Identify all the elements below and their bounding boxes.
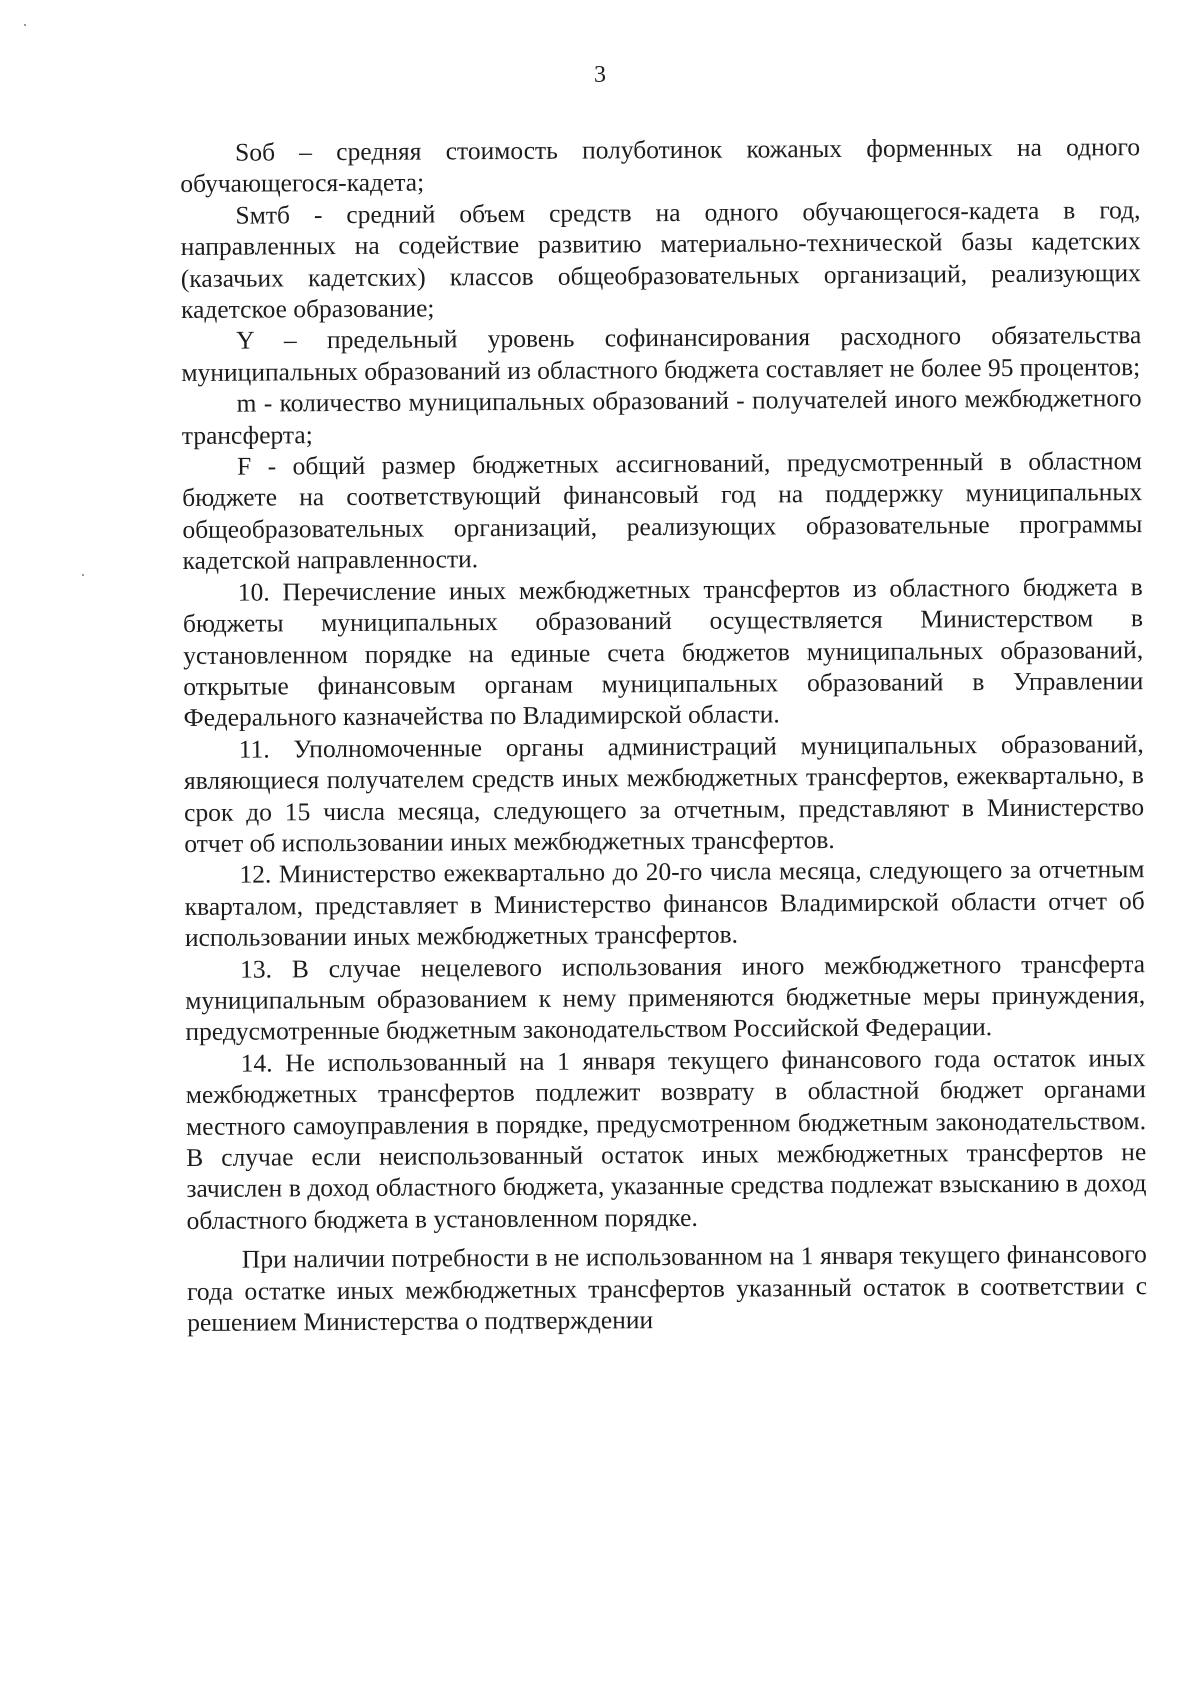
paragraph-sob: Sоб – средняя стоимость полуботинок кожаных форменных на одного обучающегося-кадета; <box>180 132 1141 199</box>
paragraph-smtb: Sмтб - средний объем средств на одного обучающегося-кадета в год, направленных на содействие развитию материально-технической базы кадетских (казачьих кадетских) классов общеобразовательных организаций, реализующих кадетское образование; <box>180 194 1141 325</box>
scan-speck <box>82 574 84 576</box>
paragraph-m: m - количество муниципальных образований - получателей иного межбюджетного трансферта; <box>181 383 1142 450</box>
paragraph-11: 11. Уполномоченные органы администраций муниципальных образований, являющиеся получателем средств иных межбюджетных трансфертов, ежеквартально, в срок до 15 числа месяца, следующего за отчетным, представляют в Министерство отчет об использовании иных межбюджетных трансфертов. <box>183 728 1145 858</box>
paragraph-10: 10. Перечисление иных межбюджетных трансфертов из областного бюджета в бюджеты муниципальных образований осуществляется Министерством в установленном порядке на единые счета бюджетов муниципальных образований, открытые финансовым органам муниципальных образований в Управлении Федерального казначейства по Владимирской области. <box>182 571 1144 733</box>
paragraph-f: F - общий размер бюджетных ассигнований, предусмотренный в областном бюджете на соответствующий финансовый год на поддержку муниципальных общеобразовательных организаций, реализующих образовательные программы кадетской направленности. <box>182 446 1143 576</box>
paragraph-y: Y – предельный уровень софинансирования расходного обязательства муниципальных образований из областного бюджета составляет не более 95 процентов; <box>181 320 1142 387</box>
paragraph-remainder: При наличии потребности в не использованном на 1 января текущего финансового года остатке иных межбюджетных трансфертов указанный остаток в соответствии с решением Министерства о подтверждении <box>186 1239 1148 1338</box>
scan-speck <box>24 24 26 26</box>
paragraph-13: 13. В случае нецелевого использования иного межбюджетного трансферта муниципальным образованием к нему применяются бюджетные меры принуждения, предусмотренные бюджетным законодательством Российской Федерации. <box>185 948 1146 1047</box>
page-number: 3 <box>594 62 606 88</box>
document-body <box>180 131 1147 1338</box>
paragraph-12: 12. Министерство ежеквартально до 20-го числа месяца, следующего за отчетным кварталом, представляет в Министерство финансов Владимирской области отчет об использовании иных межбюджетных трансфертов. <box>184 854 1145 953</box>
paragraph-14: 14. Не использованный на 1 января текущего финансового года остаток иных межбюджетных трансфертов подлежит возврату в областной бюджет органами местного самоуправления в порядке, предусмотренном бюджетным законодательством. В случае если неиспользованный остаток иных межбюджетных трансфертов не зачислен в доход областного бюджета, указанные средства подлежат взысканию в доход областного бюджета в установленном порядке. <box>185 1042 1147 1235</box>
